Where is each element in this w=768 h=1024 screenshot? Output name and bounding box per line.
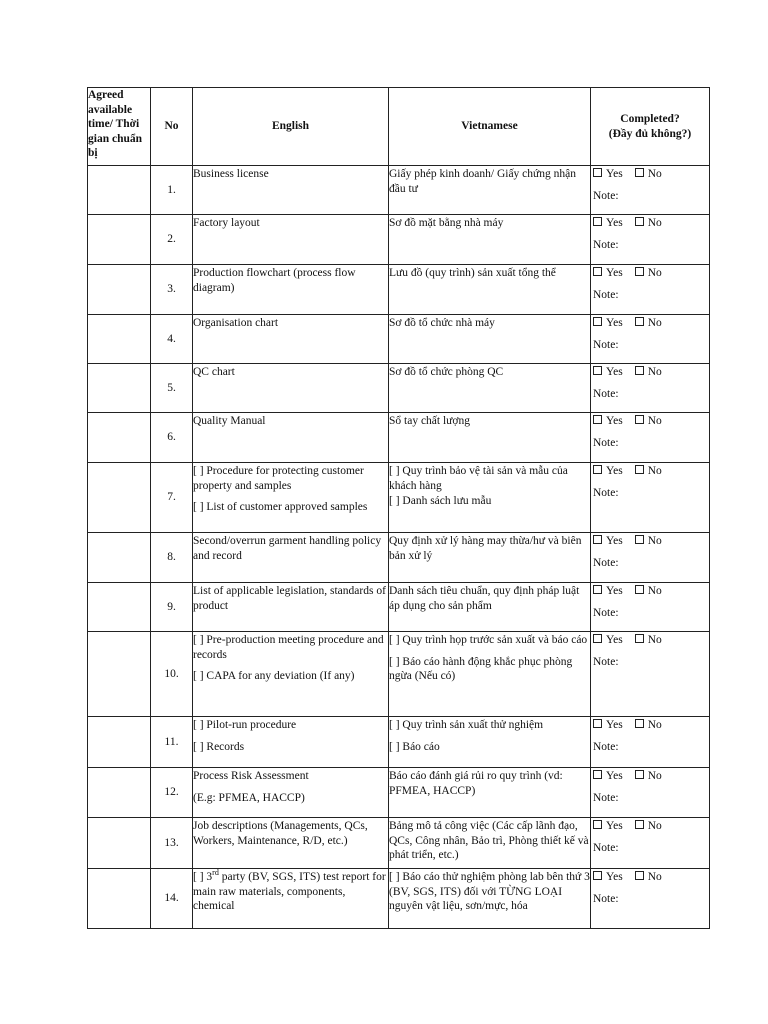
no-checkbox[interactable] bbox=[635, 585, 644, 594]
header-completed bbox=[591, 88, 710, 166]
completed-controls bbox=[591, 819, 709, 856]
checklist-body bbox=[88, 166, 710, 929]
english-cell bbox=[193, 768, 389, 818]
yes-label: Yes bbox=[606, 317, 623, 329]
table-row bbox=[88, 869, 710, 929]
english-cell bbox=[193, 869, 389, 929]
row-number: 8. bbox=[151, 533, 193, 583]
no-label: No bbox=[647, 535, 662, 547]
vietnamese-text: [ ] Quy trình họp trước sản xuất và báo cáo bbox=[389, 634, 588, 646]
yes-checkbox[interactable] bbox=[593, 465, 602, 474]
completed-options bbox=[593, 769, 709, 783]
no-label: No bbox=[647, 465, 662, 477]
completed-options bbox=[593, 216, 709, 230]
vietnamese-cell bbox=[389, 265, 591, 315]
english-text: [ ] Pre-production meeting procedure and records bbox=[193, 634, 384, 661]
note-label: Note: bbox=[593, 893, 619, 905]
no-checkbox[interactable] bbox=[635, 465, 644, 474]
row-number: 1. bbox=[151, 166, 193, 215]
completed-cell bbox=[591, 632, 710, 717]
row-number: 4. bbox=[151, 315, 193, 364]
vietnamese-cell bbox=[389, 413, 591, 463]
completed-cell bbox=[591, 768, 710, 818]
yes-label: Yes bbox=[606, 217, 623, 229]
english-cell bbox=[193, 463, 389, 533]
vietnamese-text: [ ] Quy trình sản xuất thử nghiệm bbox=[389, 719, 544, 731]
completed-cell bbox=[591, 215, 710, 265]
completed-options bbox=[593, 534, 709, 548]
table-row bbox=[88, 533, 710, 583]
yes-label: Yes bbox=[606, 366, 623, 378]
english-text: [ ] Pilot-run procedure bbox=[193, 719, 297, 731]
table-row bbox=[88, 215, 710, 265]
english-cell bbox=[193, 364, 389, 413]
english-cell bbox=[193, 166, 389, 215]
time-cell[interactable] bbox=[88, 364, 151, 413]
vietnamese-text: Lưu đồ (quy trình) sản xuất tổng thể bbox=[389, 267, 556, 279]
yes-checkbox[interactable] bbox=[593, 820, 602, 829]
vietnamese-cell bbox=[389, 166, 591, 215]
no-checkbox[interactable] bbox=[635, 217, 644, 226]
time-cell[interactable] bbox=[88, 265, 151, 315]
vietnamese-text: [ ] Danh sách lưu mẫu bbox=[389, 495, 492, 507]
completed-controls bbox=[591, 633, 709, 670]
table-row bbox=[88, 463, 710, 533]
completed-cell bbox=[591, 265, 710, 315]
yes-label: Yes bbox=[606, 820, 623, 832]
completed-cell bbox=[591, 583, 710, 632]
time-cell[interactable] bbox=[88, 632, 151, 717]
vietnamese-text: [ ] Quy trình bảo vệ tài sản và mẫu của khách hàng bbox=[389, 465, 568, 492]
time-cell[interactable] bbox=[88, 818, 151, 869]
completed-controls bbox=[591, 718, 709, 755]
english-text: [ ] Records bbox=[193, 740, 245, 753]
yes-checkbox[interactable] bbox=[593, 217, 602, 226]
vietnamese-text: [ ] Báo cáo bbox=[389, 740, 440, 753]
note-label: Note: bbox=[593, 190, 619, 202]
row-number: 14. bbox=[151, 869, 193, 929]
completed-options bbox=[593, 584, 709, 598]
yes-label: Yes bbox=[606, 634, 623, 646]
no-label: No bbox=[647, 415, 662, 427]
row-number: 6. bbox=[151, 413, 193, 463]
vietnamese-cell bbox=[389, 583, 591, 632]
yes-checkbox[interactable] bbox=[593, 871, 602, 880]
time-cell[interactable] bbox=[88, 215, 151, 265]
english-text-part: party (BV, SGS, ITS) test report for main raw materials, components, chemical bbox=[193, 871, 386, 912]
vietnamese-cell bbox=[389, 215, 591, 265]
table-row bbox=[88, 583, 710, 632]
english-text: Quality Manual bbox=[193, 415, 266, 427]
english-cell bbox=[193, 632, 389, 717]
english-cell bbox=[193, 717, 389, 768]
no-checkbox[interactable] bbox=[635, 168, 644, 177]
english-text: Production flowchart (process flow diagram) bbox=[193, 267, 356, 294]
no-checkbox[interactable] bbox=[635, 719, 644, 728]
english-cell bbox=[193, 215, 389, 265]
completed-controls bbox=[591, 365, 709, 402]
completed-options bbox=[593, 365, 709, 379]
time-cell[interactable] bbox=[88, 533, 151, 583]
yes-label: Yes bbox=[606, 267, 623, 279]
vietnamese-cell bbox=[389, 768, 591, 818]
english-cell bbox=[193, 583, 389, 632]
vietnamese-text: Sơ đồ tổ chức phòng QC bbox=[389, 366, 504, 378]
note-label: Note: bbox=[593, 437, 619, 449]
completed-cell bbox=[591, 717, 710, 768]
header-vietnamese: Vietnamese bbox=[389, 88, 591, 166]
table-row bbox=[88, 818, 710, 869]
english-cell bbox=[193, 533, 389, 583]
yes-checkbox[interactable] bbox=[593, 366, 602, 375]
yes-checkbox[interactable] bbox=[593, 267, 602, 276]
time-cell[interactable] bbox=[88, 869, 151, 929]
time-cell[interactable] bbox=[88, 166, 151, 215]
note-label: Note: bbox=[593, 741, 619, 753]
completed-options bbox=[593, 167, 709, 181]
vietnamese-text: [ ] Báo cáo hành động khắc phục phòng ngừa (Nếu có) bbox=[389, 655, 573, 682]
english-text: (E.g: PFMEA, HACCP) bbox=[193, 791, 305, 804]
row-number: 10. bbox=[151, 632, 193, 717]
completed-controls bbox=[591, 216, 709, 253]
ordinal-suffix: rd bbox=[212, 868, 219, 878]
completed-controls bbox=[591, 464, 709, 501]
no-label: No bbox=[647, 366, 662, 378]
english-text-part: [ ] 3 bbox=[193, 871, 213, 883]
completed-options bbox=[593, 266, 709, 280]
note-label: Note: bbox=[593, 557, 619, 569]
vietnamese-cell bbox=[389, 818, 591, 869]
table-row bbox=[88, 768, 710, 818]
no-checkbox[interactable] bbox=[635, 317, 644, 326]
completed-controls bbox=[591, 266, 709, 303]
table-row bbox=[88, 166, 710, 215]
completed-options bbox=[593, 414, 709, 428]
note-label: Note: bbox=[593, 607, 619, 619]
time-cell[interactable] bbox=[88, 583, 151, 632]
english-text: Job descriptions (Managements, QCs, Workers, Maintenance, R/D, etc.) bbox=[193, 820, 368, 847]
yes-label: Yes bbox=[606, 871, 623, 883]
table-row bbox=[88, 632, 710, 717]
completed-controls bbox=[591, 316, 709, 353]
english-cell bbox=[193, 818, 389, 869]
completed-options bbox=[593, 870, 709, 884]
vietnamese-cell bbox=[389, 463, 591, 533]
english-cell bbox=[193, 265, 389, 315]
vietnamese-text: Quy định xử lý hàng may thừa/hư và biên bản xử lý bbox=[389, 535, 582, 562]
row-number: 7. bbox=[151, 463, 193, 533]
english-text: List of applicable legislation, standards of product bbox=[193, 585, 386, 612]
vietnamese-text: Sổ tay chất lượng bbox=[389, 415, 470, 427]
english-text: [ ] List of customer approved samples bbox=[193, 501, 368, 513]
no-label: No bbox=[647, 317, 662, 329]
completed-cell bbox=[591, 166, 710, 215]
completed-cell bbox=[591, 869, 710, 929]
row-number: 9. bbox=[151, 583, 193, 632]
no-checkbox[interactable] bbox=[635, 871, 644, 880]
english-text: Business license bbox=[193, 168, 269, 180]
completed-cell bbox=[591, 463, 710, 533]
note-label: Note: bbox=[593, 289, 619, 301]
completed-cell bbox=[591, 533, 710, 583]
table-row bbox=[88, 364, 710, 413]
row-number: 3. bbox=[151, 265, 193, 315]
table-row bbox=[88, 413, 710, 463]
completed-controls bbox=[591, 534, 709, 571]
yes-label: Yes bbox=[606, 168, 623, 180]
yes-checkbox[interactable] bbox=[593, 535, 602, 544]
completed-cell bbox=[591, 364, 710, 413]
completed-controls bbox=[591, 167, 709, 204]
english-text: Second/overrun garment handling policy and record bbox=[193, 535, 382, 562]
table-row bbox=[88, 717, 710, 768]
no-checkbox[interactable] bbox=[635, 267, 644, 276]
vietnamese-cell bbox=[389, 869, 591, 929]
no-label: No bbox=[647, 770, 662, 782]
yes-checkbox[interactable] bbox=[593, 317, 602, 326]
note-label: Note: bbox=[593, 487, 619, 499]
yes-label: Yes bbox=[606, 585, 623, 597]
english-text: [ ] Procedure for protecting customer property and samples bbox=[193, 465, 364, 492]
vietnamese-cell bbox=[389, 364, 591, 413]
completed-controls bbox=[591, 584, 709, 621]
header-english: English bbox=[193, 88, 389, 166]
no-checkbox[interactable] bbox=[635, 366, 644, 375]
note-label: Note: bbox=[593, 656, 619, 668]
no-checkbox[interactable] bbox=[635, 535, 644, 544]
no-label: No bbox=[647, 267, 662, 279]
note-label: Note: bbox=[593, 792, 619, 804]
document-checklist-table bbox=[87, 87, 710, 929]
header-completed-en: Completed? bbox=[620, 113, 680, 125]
yes-checkbox[interactable] bbox=[593, 634, 602, 643]
row-number: 11. bbox=[151, 717, 193, 768]
header-time: Agreed available time/ Thời gian chuẩn bị bbox=[88, 88, 151, 166]
no-label: No bbox=[647, 871, 662, 883]
yes-checkbox[interactable] bbox=[593, 719, 602, 728]
yes-label: Yes bbox=[606, 719, 623, 731]
time-cell[interactable] bbox=[88, 768, 151, 818]
time-cell[interactable] bbox=[88, 717, 151, 768]
english-text: [ ] CAPA for any deviation (If any) bbox=[193, 670, 355, 682]
vietnamese-text: [ ] Báo cáo thử nghiệm phòng lab bên thứ 3 (BV, SGS, ITS) đối với TỪNG LOẠI nguyên vật liệu, sơn/mực, hóa bbox=[389, 871, 590, 912]
vietnamese-text: Sơ đồ tổ chức nhà máy bbox=[389, 317, 495, 329]
vietnamese-cell bbox=[389, 533, 591, 583]
time-cell[interactable] bbox=[88, 413, 151, 463]
no-label: No bbox=[647, 634, 662, 646]
completed-controls bbox=[591, 769, 709, 806]
no-checkbox[interactable] bbox=[635, 770, 644, 779]
yes-label: Yes bbox=[606, 415, 623, 427]
english-cell bbox=[193, 315, 389, 364]
english-text: QC chart bbox=[193, 366, 235, 378]
time-cell[interactable] bbox=[88, 463, 151, 533]
vietnamese-cell bbox=[389, 632, 591, 717]
no-checkbox[interactable] bbox=[635, 415, 644, 424]
completed-controls bbox=[591, 414, 709, 451]
vietnamese-text: Báo cáo đánh giá rủi ro quy trình (vd: PFMEA, HACCP) bbox=[389, 770, 563, 797]
completed-options bbox=[593, 316, 709, 330]
header-completed-vi: (Đầy đủ không?) bbox=[608, 127, 692, 140]
completed-options bbox=[593, 464, 709, 478]
row-number: 13. bbox=[151, 818, 193, 869]
note-label: Note: bbox=[593, 842, 619, 854]
completed-cell bbox=[591, 413, 710, 463]
vietnamese-text: Giấy phép kinh doanh/ Giấy chứng nhận đầu tư bbox=[389, 168, 576, 195]
english-text: Organisation chart bbox=[193, 317, 279, 329]
header-row bbox=[88, 88, 710, 166]
yes-checkbox[interactable] bbox=[593, 770, 602, 779]
english-cell bbox=[193, 413, 389, 463]
header-no: No bbox=[151, 88, 193, 166]
no-checkbox[interactable] bbox=[635, 634, 644, 643]
yes-checkbox[interactable] bbox=[593, 415, 602, 424]
yes-label: Yes bbox=[606, 465, 623, 477]
no-label: No bbox=[647, 585, 662, 597]
yes-label: Yes bbox=[606, 770, 623, 782]
vietnamese-cell bbox=[389, 315, 591, 364]
completed-options bbox=[593, 633, 709, 647]
no-label: No bbox=[647, 168, 662, 180]
no-label: No bbox=[647, 719, 662, 731]
no-checkbox[interactable] bbox=[635, 820, 644, 829]
yes-checkbox[interactable] bbox=[593, 585, 602, 594]
row-number: 5. bbox=[151, 364, 193, 413]
english-text: Factory layout bbox=[193, 217, 260, 229]
no-label: No bbox=[647, 820, 662, 832]
vietnamese-text: Sơ đồ mặt bằng nhà máy bbox=[389, 217, 504, 229]
table-row bbox=[88, 265, 710, 315]
completed-controls bbox=[591, 870, 709, 907]
vietnamese-cell bbox=[389, 717, 591, 768]
vietnamese-text: Bảng mô tả công việc (Các cấp lãnh đạo, QCs, Công nhân, Bảo trì, Phòng thiết kế và phát triển, etc.) bbox=[389, 820, 589, 861]
yes-label: Yes bbox=[606, 535, 623, 547]
completed-options bbox=[593, 819, 709, 833]
completed-cell bbox=[591, 315, 710, 364]
note-label: Note: bbox=[593, 239, 619, 251]
table-row bbox=[88, 315, 710, 364]
time-cell[interactable] bbox=[88, 315, 151, 364]
completed-options bbox=[593, 718, 709, 732]
row-number: 2. bbox=[151, 215, 193, 265]
english-text: Process Risk Assessment bbox=[193, 770, 309, 782]
english-text bbox=[193, 869, 388, 914]
yes-checkbox[interactable] bbox=[593, 168, 602, 177]
row-number: 12. bbox=[151, 768, 193, 818]
no-label: No bbox=[647, 217, 662, 229]
note-label: Note: bbox=[593, 388, 619, 400]
completed-cell bbox=[591, 818, 710, 869]
vietnamese-text: Danh sách tiêu chuẩn, quy định pháp luật áp dụng cho sản phẩm bbox=[389, 585, 580, 612]
note-label: Note: bbox=[593, 339, 619, 351]
